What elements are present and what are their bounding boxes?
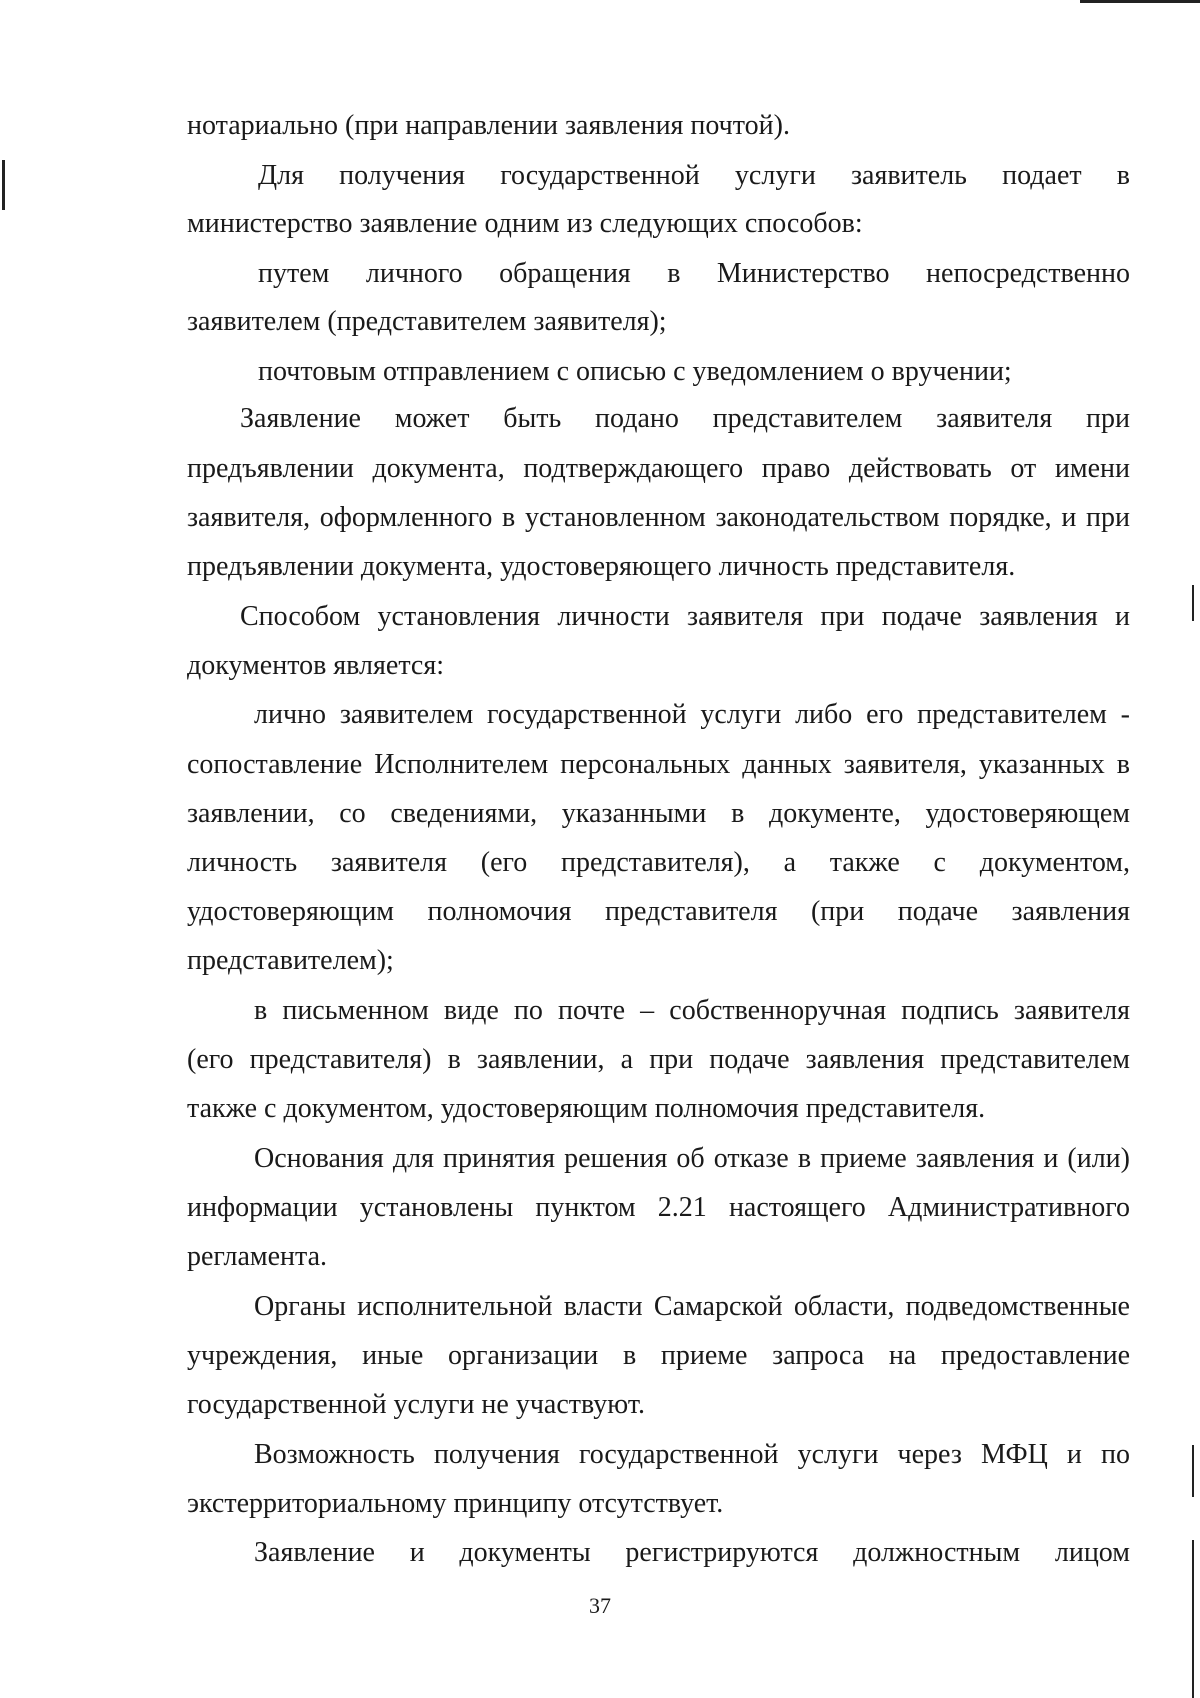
text-line: заявителем (представителем заявителя); [187, 306, 667, 337]
text-line: экстерриториальному принципу отсутствует. [187, 1488, 724, 1519]
scan-mark-top-right [1080, 0, 1200, 3]
text-line: представителем); [187, 945, 394, 976]
text-line: нотариально (при направлении заявления почтой). [187, 110, 790, 141]
text-line: Заявление может быть подано представителем заявителя при [240, 403, 1130, 434]
text-line: предъявлении документа, подтверждающего право действовать от имени [187, 453, 1130, 484]
scan-mark-left [2, 160, 5, 210]
text-line: путем личного обращения в Министерство непосредственно [258, 258, 1130, 289]
text-line: (его представителя) в заявлении, а при подаче заявления представителем [187, 1044, 1130, 1075]
scan-mark-right-1 [1192, 585, 1194, 621]
text-line: Основания для принятия решения об отказе в приеме заявления и (или) [254, 1143, 1130, 1174]
text-line: в письменном виде по почте – собственноручная подпись заявителя [254, 995, 1130, 1026]
text-line: Органы исполнительной власти Самарской области, подведомственные [254, 1291, 1130, 1322]
text-line: почтовым отправлением с описью с уведомлением о вручении; [258, 356, 1012, 387]
scan-mark-right-2 [1192, 1445, 1194, 1497]
text-line: министерство заявление одним из следующих способов: [187, 208, 863, 239]
text-line: регламента. [187, 1241, 328, 1272]
text-line: заявлении, со сведениями, указанными в документе, удостоверяющем [187, 798, 1130, 829]
text-line: Заявление и документы регистрируются должностным лицом [254, 1537, 1130, 1568]
text-line: удостоверяющим полномочия представителя (при подаче заявления [187, 896, 1130, 927]
text-line: Возможность получения государственной услуги через МФЦ и по [254, 1439, 1130, 1470]
text-line: Способом установления личности заявителя при подаче заявления и [240, 601, 1130, 632]
text-line: государственной услуги не участвуют. [187, 1389, 645, 1420]
text-line: учреждения, иные организации в приеме запроса на предоставление [187, 1340, 1130, 1371]
text-line: предъявлении документа, удостоверяющего личность представителя. [187, 551, 1016, 582]
text-line: также с документом, удостоверяющим полномочия представителя. [187, 1093, 986, 1124]
text-line: сопоставление Исполнителем персональных данных заявителя, указанных в [187, 749, 1130, 780]
page-number: 37 [589, 1593, 611, 1618]
text-line: заявителя, оформленного в установленном законодательством порядке, и при [187, 502, 1130, 533]
text-line: Для получения государственной услуги заявитель подает в [258, 160, 1130, 191]
text-line: лично заявителем государственной услуги либо его представителем - [254, 699, 1130, 730]
text-line: документов является: [187, 650, 444, 681]
text-line: личность заявителя (его представителя), а также с документом, [187, 847, 1130, 878]
text-line: информации установлены пунктом 2.21 настоящего Административного [187, 1192, 1130, 1223]
